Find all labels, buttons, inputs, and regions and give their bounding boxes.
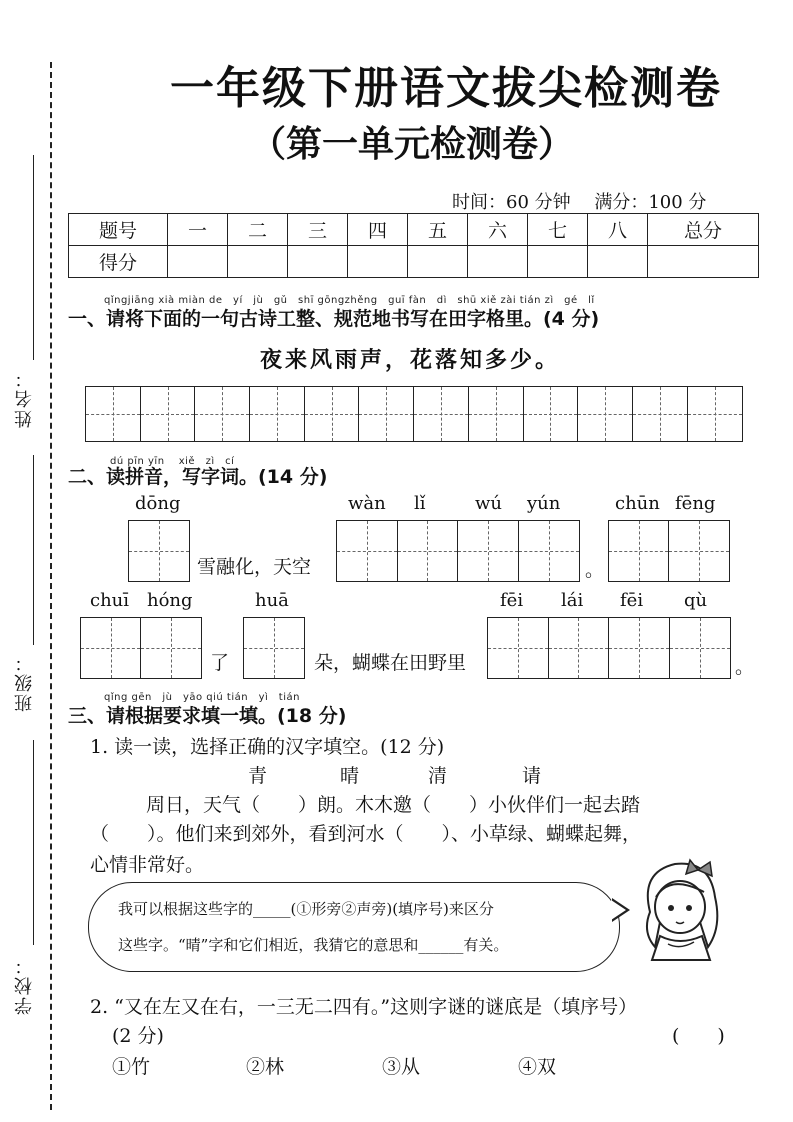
pinyin-chui: chuī — [90, 590, 130, 611]
section1-pinyin: qǐngjiāng xià miàn de yí jù gǔ shī gōngzhěng guī fàn dì shū xiě zài tián zì gé lǐ — [104, 295, 595, 306]
section2-heading: 二、读拼音，写字词。(14 分) — [68, 466, 328, 488]
name-label: 姓名： — [14, 368, 35, 428]
table-cell: 总分 — [648, 214, 759, 246]
score-input-cell[interactable] — [648, 246, 759, 278]
page-subtitle: （第一单元检测卷） — [250, 124, 575, 165]
writing-cell[interactable] — [524, 387, 579, 441]
pinyin-feng: fēng — [675, 493, 716, 514]
writing-cell[interactable] — [688, 387, 743, 441]
writing-cell[interactable] — [458, 521, 519, 581]
writing-cell[interactable] — [195, 387, 250, 441]
page-title: 一年级下册语文拔尖检测卷 — [170, 63, 722, 114]
pinyin-chun: chūn — [615, 493, 660, 514]
passage-line-1: 周日，天气（ ）朗。木木邀（ ）小伙伴们一起去踏 — [146, 794, 641, 816]
table-cell: 八 — [588, 214, 648, 246]
binding-dashed-line — [50, 62, 52, 1110]
writing-cell[interactable] — [519, 521, 580, 581]
tianzige-wanliwuyun — [336, 520, 580, 582]
q2-option-3: ③从 — [382, 1056, 421, 1078]
choice-qing1: 青 — [248, 765, 268, 787]
bubble-line-2: 这些字。“晴”字和它们相近，我猜它的意思和______有关。 — [118, 936, 509, 954]
writing-cell[interactable] — [469, 387, 524, 441]
q1-title: 1. 读一读，选择正确的汉字填空。(12 分) — [90, 736, 445, 758]
score-input-cell[interactable] — [528, 246, 588, 278]
writing-cell[interactable] — [398, 521, 459, 581]
writing-cell[interactable] — [549, 618, 610, 678]
pinyin-fei2: fēi — [620, 590, 644, 611]
score-input-cell[interactable] — [468, 246, 528, 278]
writing-cell[interactable] — [633, 387, 688, 441]
q2-option-4: ④双 — [518, 1056, 557, 1078]
choice-qing3: 清 — [428, 765, 448, 787]
name-write-line — [33, 155, 34, 360]
writing-cell[interactable] — [359, 387, 414, 441]
score-input-cell[interactable] — [288, 246, 348, 278]
period-1: 。 — [585, 559, 605, 581]
speech-bubble-tail-inner — [611, 900, 626, 920]
writing-cell[interactable] — [337, 521, 398, 581]
q2-option-2: ②林 — [246, 1056, 285, 1078]
text-snow-melt: 雪融化，天空 — [197, 556, 312, 578]
section2-pinyin: dú pīn yīn xiě zì cí — [110, 456, 235, 467]
girl-illustration-icon — [630, 852, 730, 962]
school-label: 学校： — [14, 955, 35, 1015]
table-cell: 七 — [528, 214, 588, 246]
tianzige-chuihong — [80, 617, 202, 679]
writing-cell[interactable] — [244, 618, 304, 678]
pinyin-hua: huā — [255, 590, 289, 611]
section3-heading: 三、请根据要求填一填。(18 分) — [68, 705, 347, 727]
tianzige-row-poem — [85, 386, 743, 442]
writing-cell[interactable] — [86, 387, 141, 441]
score-input-cell[interactable] — [168, 246, 228, 278]
table-cell: 四 — [348, 214, 408, 246]
text-butterfly: 朵，蝴蝶在田野里 — [314, 652, 467, 674]
score-input-cell[interactable] — [228, 246, 288, 278]
period-2: 。 — [735, 656, 755, 678]
writing-cell[interactable] — [670, 618, 731, 678]
score-table-header-row — [69, 214, 759, 246]
pinyin-fei1: fēi — [500, 590, 524, 611]
q2-line-2: (2 分) — [112, 1025, 164, 1047]
section1-heading: 一、请将下面的一句古诗工整、规范地书写在田字格里。(4 分) — [68, 308, 600, 330]
pinyin-li: lǐ — [414, 493, 426, 514]
table-cell: 题号 — [69, 214, 168, 246]
pinyin-dong: dōng — [135, 493, 181, 514]
writing-cell[interactable] — [488, 618, 549, 678]
table-cell: 三 — [288, 214, 348, 246]
choice-qing2: 晴 — [340, 765, 360, 787]
pinyin-qu: qù — [684, 590, 708, 611]
writing-cell[interactable] — [141, 387, 196, 441]
writing-cell[interactable] — [305, 387, 360, 441]
pinyin-hong: hóng — [147, 590, 193, 611]
speech-bubble — [88, 882, 620, 972]
score-table-score-row — [69, 246, 759, 278]
writing-cell[interactable] — [609, 618, 670, 678]
pinyin-wan: wàn — [348, 493, 386, 514]
class-label: 班级： — [14, 652, 35, 712]
table-cell: 六 — [468, 214, 528, 246]
passage-line-2: （ ）。他们来到郊外，看到河水（ ）、小草绿、蝴蝶起舞， — [90, 823, 642, 845]
class-write-line — [33, 455, 34, 645]
writing-cell[interactable] — [414, 387, 469, 441]
writing-cell[interactable] — [669, 521, 729, 581]
writing-cell[interactable] — [81, 618, 141, 678]
writing-cell[interactable] — [609, 521, 669, 581]
score-input-cell[interactable] — [588, 246, 648, 278]
section3-pinyin: qǐng gēn jù yāo qiú tián yì tián — [104, 692, 300, 703]
table-cell: 二 — [228, 214, 288, 246]
tianzige-chunfeng — [608, 520, 730, 582]
table-cell: 一 — [168, 214, 228, 246]
bubble-line-1: 我可以根据这些字的_____(①形旁②声旁)(填序号)来区分 — [118, 900, 494, 918]
pinyin-lai: lái — [561, 590, 584, 611]
poem-line: 夜来风雨声，花落知多少。 — [260, 347, 561, 373]
writing-cell[interactable] — [578, 387, 633, 441]
tianzige-feilaifeiqu — [487, 617, 731, 679]
q2-line-1: 2. “又在左又在右，一三无二四有。”这则字谜的谜底是（填序号） — [90, 996, 638, 1018]
score-table — [68, 213, 759, 278]
q2-answer-parentheses[interactable]: ( ) — [672, 1025, 725, 1047]
table-cell: 五 — [408, 214, 468, 246]
writing-cell[interactable] — [141, 618, 201, 678]
passage-line-3: 心情非常好。 — [90, 854, 205, 876]
score-input-cell[interactable] — [348, 246, 408, 278]
tianzige-dong — [128, 520, 190, 582]
table-cell: 得分 — [69, 246, 168, 278]
pinyin-yun: yún — [527, 493, 561, 514]
score-input-cell[interactable] — [408, 246, 468, 278]
school-write-line — [33, 740, 34, 945]
pinyin-wu: wú — [475, 493, 502, 514]
tianzige-hua — [243, 617, 305, 679]
choice-qing4: 请 — [522, 765, 542, 787]
exam-meta: 时间：60 分钟 满分：100 分 — [452, 192, 707, 213]
writing-cell[interactable] — [250, 387, 305, 441]
q2-option-1: ①竹 — [112, 1056, 151, 1078]
text-le: 了 — [210, 652, 230, 674]
writing-cell[interactable] — [129, 521, 189, 581]
